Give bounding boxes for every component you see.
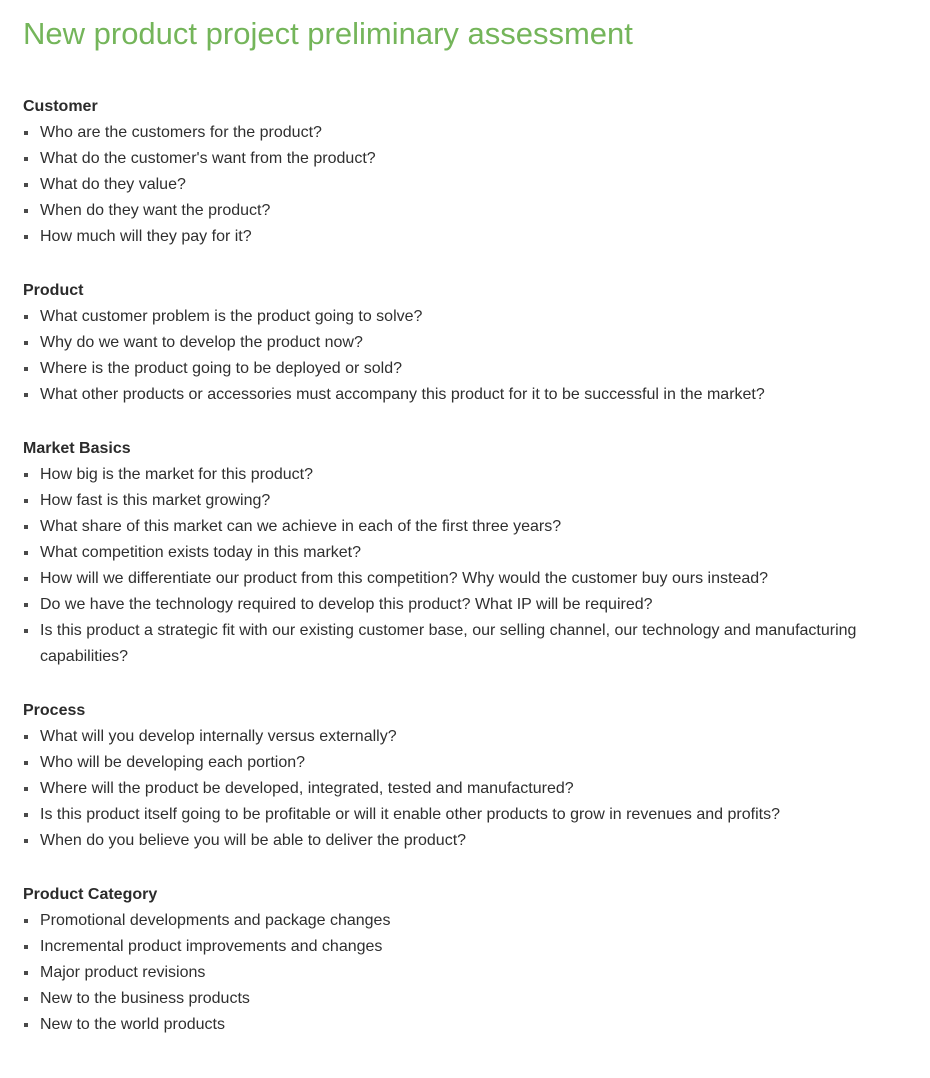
list-item [23, 304, 913, 330]
section-heading: Product [23, 282, 84, 299]
bullet-icon [24, 131, 28, 135]
list-item-text: When do they want the product? [40, 202, 271, 219]
section-product-category [23, 882, 913, 1038]
list-item [23, 960, 913, 986]
list-item [23, 540, 913, 566]
list-item-text: What other products or accessories must accompany this product for it to be successful in the market? [40, 386, 765, 403]
section-customer [23, 94, 913, 250]
list-item-text: Promotional developments and package changes [40, 912, 391, 929]
bullet-icon [24, 473, 28, 477]
bullet-icon [24, 183, 28, 187]
bullet-list [23, 304, 913, 408]
list-item [23, 172, 913, 198]
list-item-text: Is this product a strategic fit with our existing customer base, our selling channel, our technology and manufacturing capabilities? [40, 622, 857, 665]
list-item-text: When do you believe you will be able to deliver the product? [40, 832, 467, 849]
bullet-list [23, 462, 913, 670]
section-process [23, 698, 913, 854]
list-item-text: Who will be developing each portion? [40, 754, 306, 771]
list-item-text: Why do we want to develop the product now? [40, 334, 363, 351]
sections-container [23, 94, 913, 1038]
bullet-icon [24, 919, 28, 923]
list-item [23, 514, 913, 540]
bullet-icon [24, 367, 28, 371]
bullet-icon [24, 235, 28, 239]
bullet-icon [24, 393, 28, 397]
list-item [23, 356, 913, 382]
list-item [23, 986, 913, 1012]
section-heading: Customer [23, 98, 98, 115]
bullet-icon [24, 315, 28, 319]
list-item-text: New to the business products [40, 990, 250, 1007]
bullet-icon [24, 761, 28, 765]
list-item-text: What share of this market can we achieve in each of the first three years? [40, 518, 562, 535]
bullet-icon [24, 971, 28, 975]
section-product [23, 278, 913, 408]
list-item [23, 462, 913, 488]
list-item-text: Major product revisions [40, 964, 206, 981]
bullet-icon [24, 787, 28, 791]
bullet-icon [24, 945, 28, 949]
list-item-text: Is this product itself going to be profitable or will it enable other products to grow in revenues and profits? [40, 806, 780, 823]
list-item [23, 802, 913, 828]
bullet-icon [24, 1023, 28, 1027]
document [23, 14, 913, 1038]
bullet-icon [24, 839, 28, 843]
bullet-icon [24, 157, 28, 161]
list-item [23, 618, 913, 670]
list-item-text: How fast is this market growing? [40, 492, 271, 509]
section-heading: Process [23, 702, 86, 719]
list-item [23, 382, 913, 408]
list-item [23, 750, 913, 776]
list-item [23, 1012, 913, 1038]
list-item [23, 488, 913, 514]
list-item-text: Where will the product be developed, integrated, tested and manufactured? [40, 780, 574, 797]
section-heading: Market Basics [23, 440, 131, 457]
bullet-icon [24, 525, 28, 529]
bullet-icon [24, 499, 28, 503]
list-item [23, 776, 913, 802]
list-item-text: Do we have the technology required to develop this product? What IP will be required? [40, 596, 653, 613]
list-item [23, 828, 913, 854]
bullet-icon [24, 629, 28, 633]
bullet-list [23, 724, 913, 854]
list-item [23, 724, 913, 750]
list-item-text: New to the world products [40, 1016, 225, 1033]
bullet-icon [24, 603, 28, 607]
bullet-icon [24, 209, 28, 213]
bullet-icon [24, 551, 28, 555]
section-heading: Product Category [23, 886, 158, 903]
list-item-text: How big is the market for this product? [40, 466, 314, 483]
list-item [23, 146, 913, 172]
list-item [23, 566, 913, 592]
list-item-text: What do they value? [40, 176, 186, 193]
list-item [23, 120, 913, 146]
bullet-list [23, 120, 913, 250]
bullet-icon [24, 813, 28, 817]
list-item-text: Where is the product going to be deployed or sold? [40, 360, 403, 377]
list-item-text: What customer problem is the product going to solve? [40, 308, 423, 325]
list-item [23, 330, 913, 356]
list-item-text: Incremental product improvements and changes [40, 938, 383, 955]
document-title: New product project preliminary assessment [23, 16, 633, 51]
list-item-text: What competition exists today in this market? [40, 544, 362, 561]
section-market-basics [23, 436, 913, 670]
list-item [23, 908, 913, 934]
list-item [23, 198, 913, 224]
list-item [23, 934, 913, 960]
list-item-text: How much will they pay for it? [40, 228, 252, 245]
bullet-icon [24, 577, 28, 581]
list-item-text: Who are the customers for the product? [40, 124, 322, 141]
list-item [23, 592, 913, 618]
bullet-icon [24, 735, 28, 739]
bullet-icon [24, 341, 28, 345]
list-item-text: What will you develop internally versus externally? [40, 728, 397, 745]
bullet-list [23, 908, 913, 1038]
bullet-icon [24, 997, 28, 1001]
list-item [23, 224, 913, 250]
list-item-text: How will we differentiate our product from this competition? Why would the customer buy ours instead? [40, 570, 769, 587]
list-item-text: What do the customer's want from the product? [40, 150, 376, 167]
